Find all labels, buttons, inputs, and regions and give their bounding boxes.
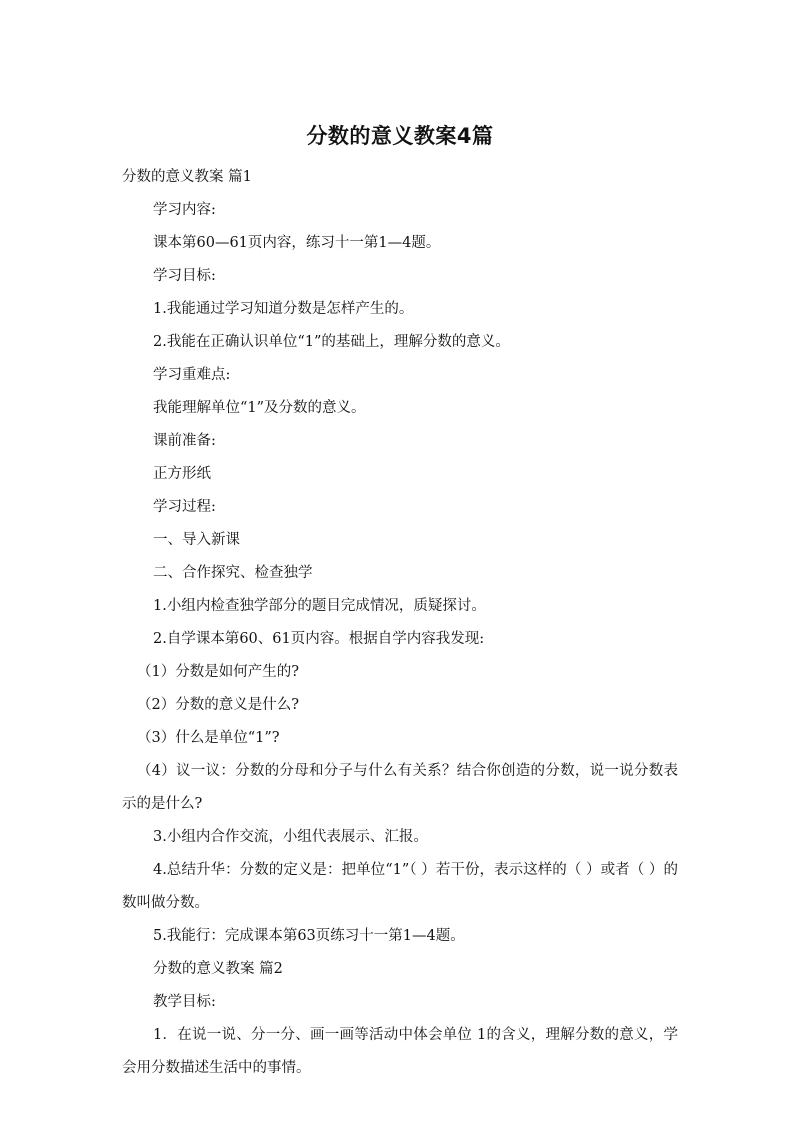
paragraph: （3）什么是单位“1”? [137,730,280,746]
paragraph: （1）分数是如何产生的? [137,664,299,680]
section-heading-1: 分数的意义教案 篇1 [122,169,252,185]
paragraph: 学习重难点: [153,367,231,383]
document-body [122,161,678,1085]
paragraph: 5.我能行：完成课本第63页练习十一第1—4题。 [153,928,465,944]
paragraph: 学习过程: [153,499,216,515]
paragraph: （4）议一议：分数的分母和分子与什么有关系？结合你创造的分数，说一说分数表示的是什么? [122,763,678,812]
document-title: 分数的意义教案4篇 [306,124,494,148]
paragraph: 2.自学课本第60、61页内容。根据自学内容我发现: [153,631,485,647]
paragraph: 学习目标: [153,268,216,284]
paragraph: （2）分数的意义是什么? [137,697,299,713]
paragraph: 正方形纸 [153,466,211,482]
paragraph: 1.小组内检查独学部分的题目完成情况，质疑探讨。 [153,598,486,614]
paragraph: 1．在说一说、分一分、画一画等活动中体会单位 1的含义，理解分数的意义，学会用分数描述生活中的事情。 [122,1027,678,1076]
paragraph: 2.我能在正确认识单位“1”的基础上，理解分数的意义。 [153,334,510,350]
paragraph: 二、合作探究、检查独学 [153,565,313,581]
paragraph: 一、导入新课 [153,532,240,548]
paragraph: 课前准备: [153,433,216,449]
paragraph: 3.小组内合作交流，小组代表展示、汇报。 [153,829,428,845]
paragraph: 课本第60—61页内容，练习十一第1—4题。 [153,235,441,251]
paragraph: 教学目标: [153,994,216,1010]
paragraph: 我能理解单位“1”及分数的意义。 [153,400,366,416]
paragraph: 1.我能通过学习知道分数是怎样产生的。 [153,301,414,317]
paragraph: 4.总结升华：分数的定义是：把单位“1”（ ）若干份，表示这样的（ ）或者（ ）的数叫做分数。 [122,862,678,911]
section-heading-2: 分数的意义教案 篇2 [153,961,283,977]
paragraph: 学习内容: [153,202,216,218]
